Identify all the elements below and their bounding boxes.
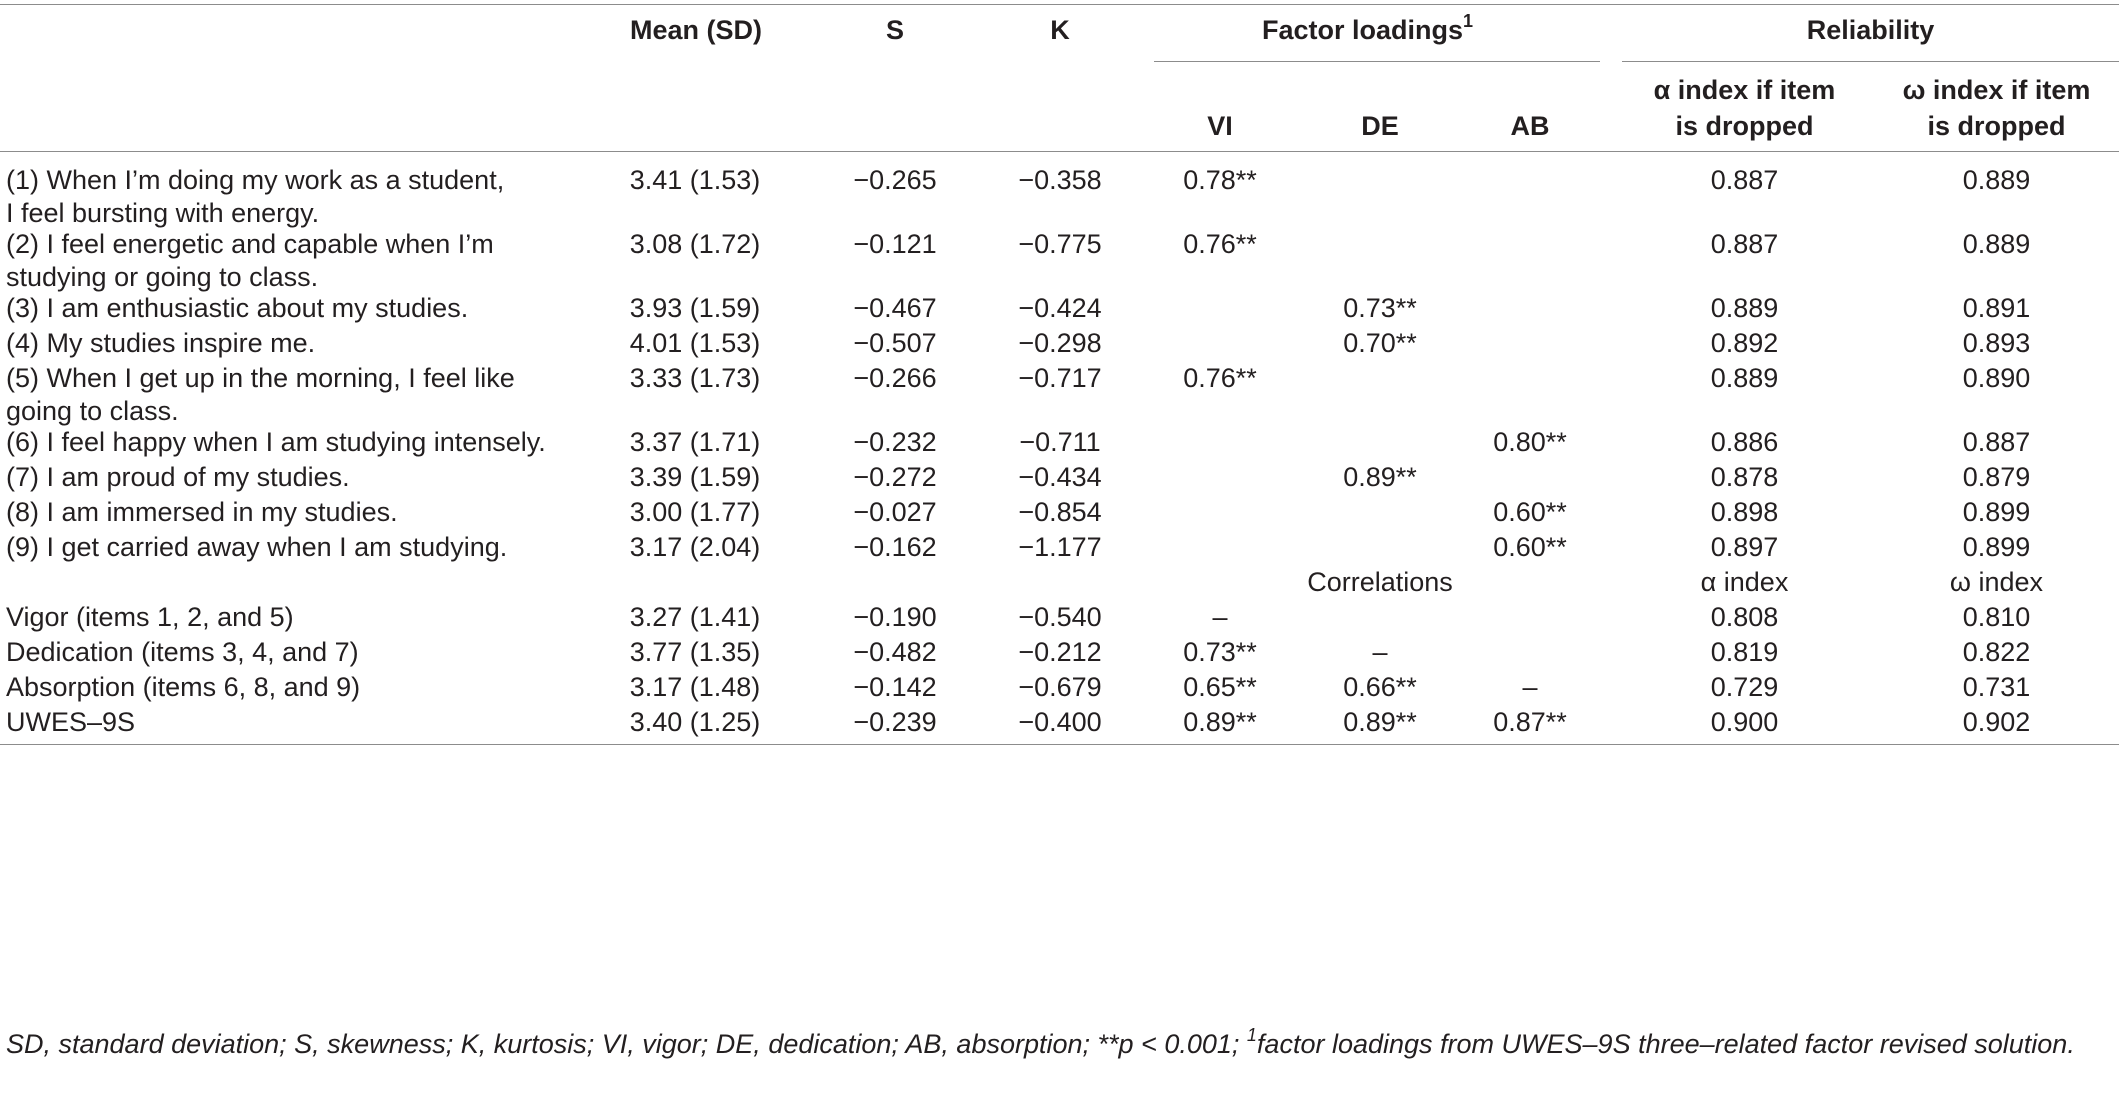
item-mean-value: 3.33 (1.73) xyxy=(629,363,761,393)
item-k-value: −0.854 xyxy=(1018,497,1102,527)
item-mean-value: 3.17 (2.04) xyxy=(629,532,761,562)
item-ab-value: 0.60** xyxy=(1493,532,1567,562)
scale-s-value: −0.482 xyxy=(853,637,937,667)
item-label: (2) I feel energetic and capable when I’m xyxy=(6,229,494,259)
scale-omega-value: 0.822 xyxy=(1962,637,2031,667)
header-reliability: Reliability xyxy=(1806,15,1935,45)
scale-k-value: −0.400 xyxy=(1018,707,1102,737)
item-k-value: −0.711 xyxy=(1019,427,1101,457)
scale-k-value: −0.679 xyxy=(1018,672,1102,702)
scale-label: Dedication (items 3, 4, and 7) xyxy=(6,637,359,667)
scale-de-value: – xyxy=(1372,637,1388,667)
scale-mean-value: 3.17 (1.48) xyxy=(629,672,761,702)
item-label: (4) My studies inspire me. xyxy=(6,328,316,358)
item-label: (7) I am proud of my studies. xyxy=(6,462,350,492)
header-kurtosis: K xyxy=(1050,15,1070,45)
header-de: DE xyxy=(1361,111,1399,141)
item-vi-value: 0.78** xyxy=(1183,165,1257,195)
scale-alpha-value: 0.808 xyxy=(1710,602,1779,632)
reliability-rule xyxy=(1622,61,2119,62)
item-omega-value: 0.891 xyxy=(1962,293,2031,323)
item-s-value: −0.266 xyxy=(853,363,937,393)
item-vi-value: 0.76** xyxy=(1183,363,1257,393)
scale-alpha-value: 0.900 xyxy=(1710,707,1779,737)
item-label: (5) When I get up in the morning, I feel like xyxy=(6,363,515,393)
header-factor-loadings: Factor loadings$^1$ xyxy=(1262,11,1474,45)
item-vi-value: 0.76** xyxy=(1183,229,1257,259)
item-alpha-value: 0.887 xyxy=(1710,165,1779,195)
header-omega-line1: ω index if item xyxy=(1902,75,2091,105)
scale-vi-value: 0.73** xyxy=(1183,637,1257,667)
table-footnote xyxy=(6,1024,2111,1064)
item-omega-value: 0.899 xyxy=(1962,497,2031,527)
scale-ab-value: 0.87** xyxy=(1493,707,1567,737)
scale-omega-value: 0.902 xyxy=(1962,707,2031,737)
item-s-value: −0.232 xyxy=(853,427,937,457)
item-label-continued: going to class. xyxy=(6,396,179,426)
header-omega-line2: is dropped xyxy=(1927,111,2066,141)
item-label: (1) When I’m doing my work as a student, xyxy=(6,165,505,195)
footnote-text: SD, standard deviation; S, skewness; K, kurtosis; VI, vigor; DE, dedication; AB, absorption; **p < 0.001; xyxy=(6,1029,1247,1059)
item-label: (6) I feel happy when I am studying intensely. xyxy=(6,427,546,457)
item-omega-value: 0.889 xyxy=(1962,165,2031,195)
scale-de-value: 0.66** xyxy=(1343,672,1417,702)
item-ab-value: 0.60** xyxy=(1493,497,1567,527)
item-mean-value: 3.00 (1.77) xyxy=(629,497,761,527)
scale-label: Absorption (items 6, 8, and 9) xyxy=(6,672,361,702)
scale-s-value: −0.239 xyxy=(853,707,937,737)
item-label: (3) I am enthusiastic about my studies. xyxy=(6,293,469,323)
scale-mean-value: 3.40 (1.25) xyxy=(629,707,761,737)
scale-mean-value: 3.27 (1.41) xyxy=(629,602,761,632)
scale-omega-value: 0.810 xyxy=(1962,602,2031,632)
item-k-value: −0.424 xyxy=(1018,293,1102,323)
item-omega-value: 0.899 xyxy=(1962,532,2031,562)
item-de-value: 0.89** xyxy=(1343,462,1417,492)
scale-label: UWES–9S xyxy=(6,707,136,737)
item-omega-value: 0.889 xyxy=(1962,229,2031,259)
item-alpha-value: 0.886 xyxy=(1710,427,1779,457)
alpha-index-label: α index xyxy=(1700,567,1789,597)
item-s-value: −0.162 xyxy=(853,532,937,562)
scale-alpha-value: 0.819 xyxy=(1710,637,1779,667)
item-s-value: −0.121 xyxy=(853,229,937,259)
item-mean-value: 3.39 (1.59) xyxy=(629,462,761,492)
item-de-value: 0.73** xyxy=(1343,293,1417,323)
header-mean-sd: Mean (SD) xyxy=(630,15,763,45)
item-omega-value: 0.893 xyxy=(1962,328,2031,358)
header-ab: AB xyxy=(1510,111,1550,141)
item-alpha-value: 0.889 xyxy=(1710,363,1779,393)
scale-de-value: 0.89** xyxy=(1343,707,1417,737)
item-alpha-value: 0.887 xyxy=(1710,229,1779,259)
item-k-value: −0.717 xyxy=(1018,363,1102,393)
scale-s-value: −0.142 xyxy=(853,672,937,702)
item-s-value: −0.027 xyxy=(853,497,937,527)
scale-vi-value: 0.65** xyxy=(1183,672,1257,702)
scale-label: Vigor (items 1, 2, and 5) xyxy=(6,602,294,632)
item-k-value: −0.775 xyxy=(1018,229,1102,259)
omega-index-label: ω index xyxy=(1949,567,2044,597)
item-k-value: −0.358 xyxy=(1018,165,1102,195)
item-k-value: −0.298 xyxy=(1018,328,1102,358)
item-label: (8) I am immersed in my studies. xyxy=(6,497,398,527)
scale-k-value: −0.540 xyxy=(1018,602,1102,632)
item-alpha-value: 0.878 xyxy=(1710,462,1779,492)
item-label-continued: studying or going to class. xyxy=(6,262,319,292)
footnote-mark: 1 xyxy=(1246,1025,1257,1045)
item-omega-value: 0.887 xyxy=(1962,427,2031,457)
footnote-text-2: factor loadings from UWES–9S three–related factor revised solution. xyxy=(1256,1029,2075,1059)
item-mean-value: 3.41 (1.53) xyxy=(629,165,761,195)
item-k-value: −0.434 xyxy=(1018,462,1102,492)
item-label-continued: I feel bursting with energy. xyxy=(6,198,320,228)
factor-loadings-rule xyxy=(1154,61,1600,62)
scale-alpha-value: 0.729 xyxy=(1710,672,1779,702)
item-s-value: −0.467 xyxy=(853,293,937,323)
item-mean-value: 4.01 (1.53) xyxy=(629,328,761,358)
item-omega-value: 0.879 xyxy=(1962,462,2031,492)
item-alpha-value: 0.898 xyxy=(1710,497,1779,527)
header-alpha-line1: α index if item xyxy=(1653,75,1836,105)
item-omega-value: 0.890 xyxy=(1962,363,2031,393)
item-de-value: 0.70** xyxy=(1343,328,1417,358)
factor-loadings-footnote-mark: 1 xyxy=(1463,11,1474,31)
item-s-value: −0.272 xyxy=(853,462,937,492)
item-mean-value: 3.08 (1.72) xyxy=(629,229,761,259)
item-mean-value: 3.37 (1.71) xyxy=(629,427,761,457)
item-ab-value: 0.80** xyxy=(1493,427,1567,457)
scale-vi-value: – xyxy=(1212,602,1228,632)
top-rule xyxy=(0,4,2119,5)
correlations-label: Correlations xyxy=(1307,567,1453,597)
scale-ab-value: – xyxy=(1522,672,1538,702)
scale-omega-value: 0.731 xyxy=(1962,672,2031,702)
header-vi: VI xyxy=(1207,111,1233,141)
scale-k-value: −0.212 xyxy=(1018,637,1102,667)
item-mean-value: 3.93 (1.59) xyxy=(629,293,761,323)
scale-s-value: −0.190 xyxy=(853,602,937,632)
item-k-value: −1.177 xyxy=(1018,532,1102,562)
item-alpha-value: 0.889 xyxy=(1710,293,1779,323)
table-bottom-rule xyxy=(0,744,2119,745)
item-s-value: −0.265 xyxy=(853,165,937,195)
item-s-value: −0.507 xyxy=(853,328,937,358)
header-bottom-rule xyxy=(0,151,2119,152)
item-alpha-value: 0.897 xyxy=(1710,532,1779,562)
item-label: (9) I get carried away when I am studying. xyxy=(6,532,508,562)
item-alpha-value: 0.892 xyxy=(1710,328,1779,358)
header-skewness: S xyxy=(885,15,904,45)
scale-mean-value: 3.77 (1.35) xyxy=(629,637,761,667)
scale-vi-value: 0.89** xyxy=(1183,707,1257,737)
header-alpha-line2: is dropped xyxy=(1675,111,1814,141)
